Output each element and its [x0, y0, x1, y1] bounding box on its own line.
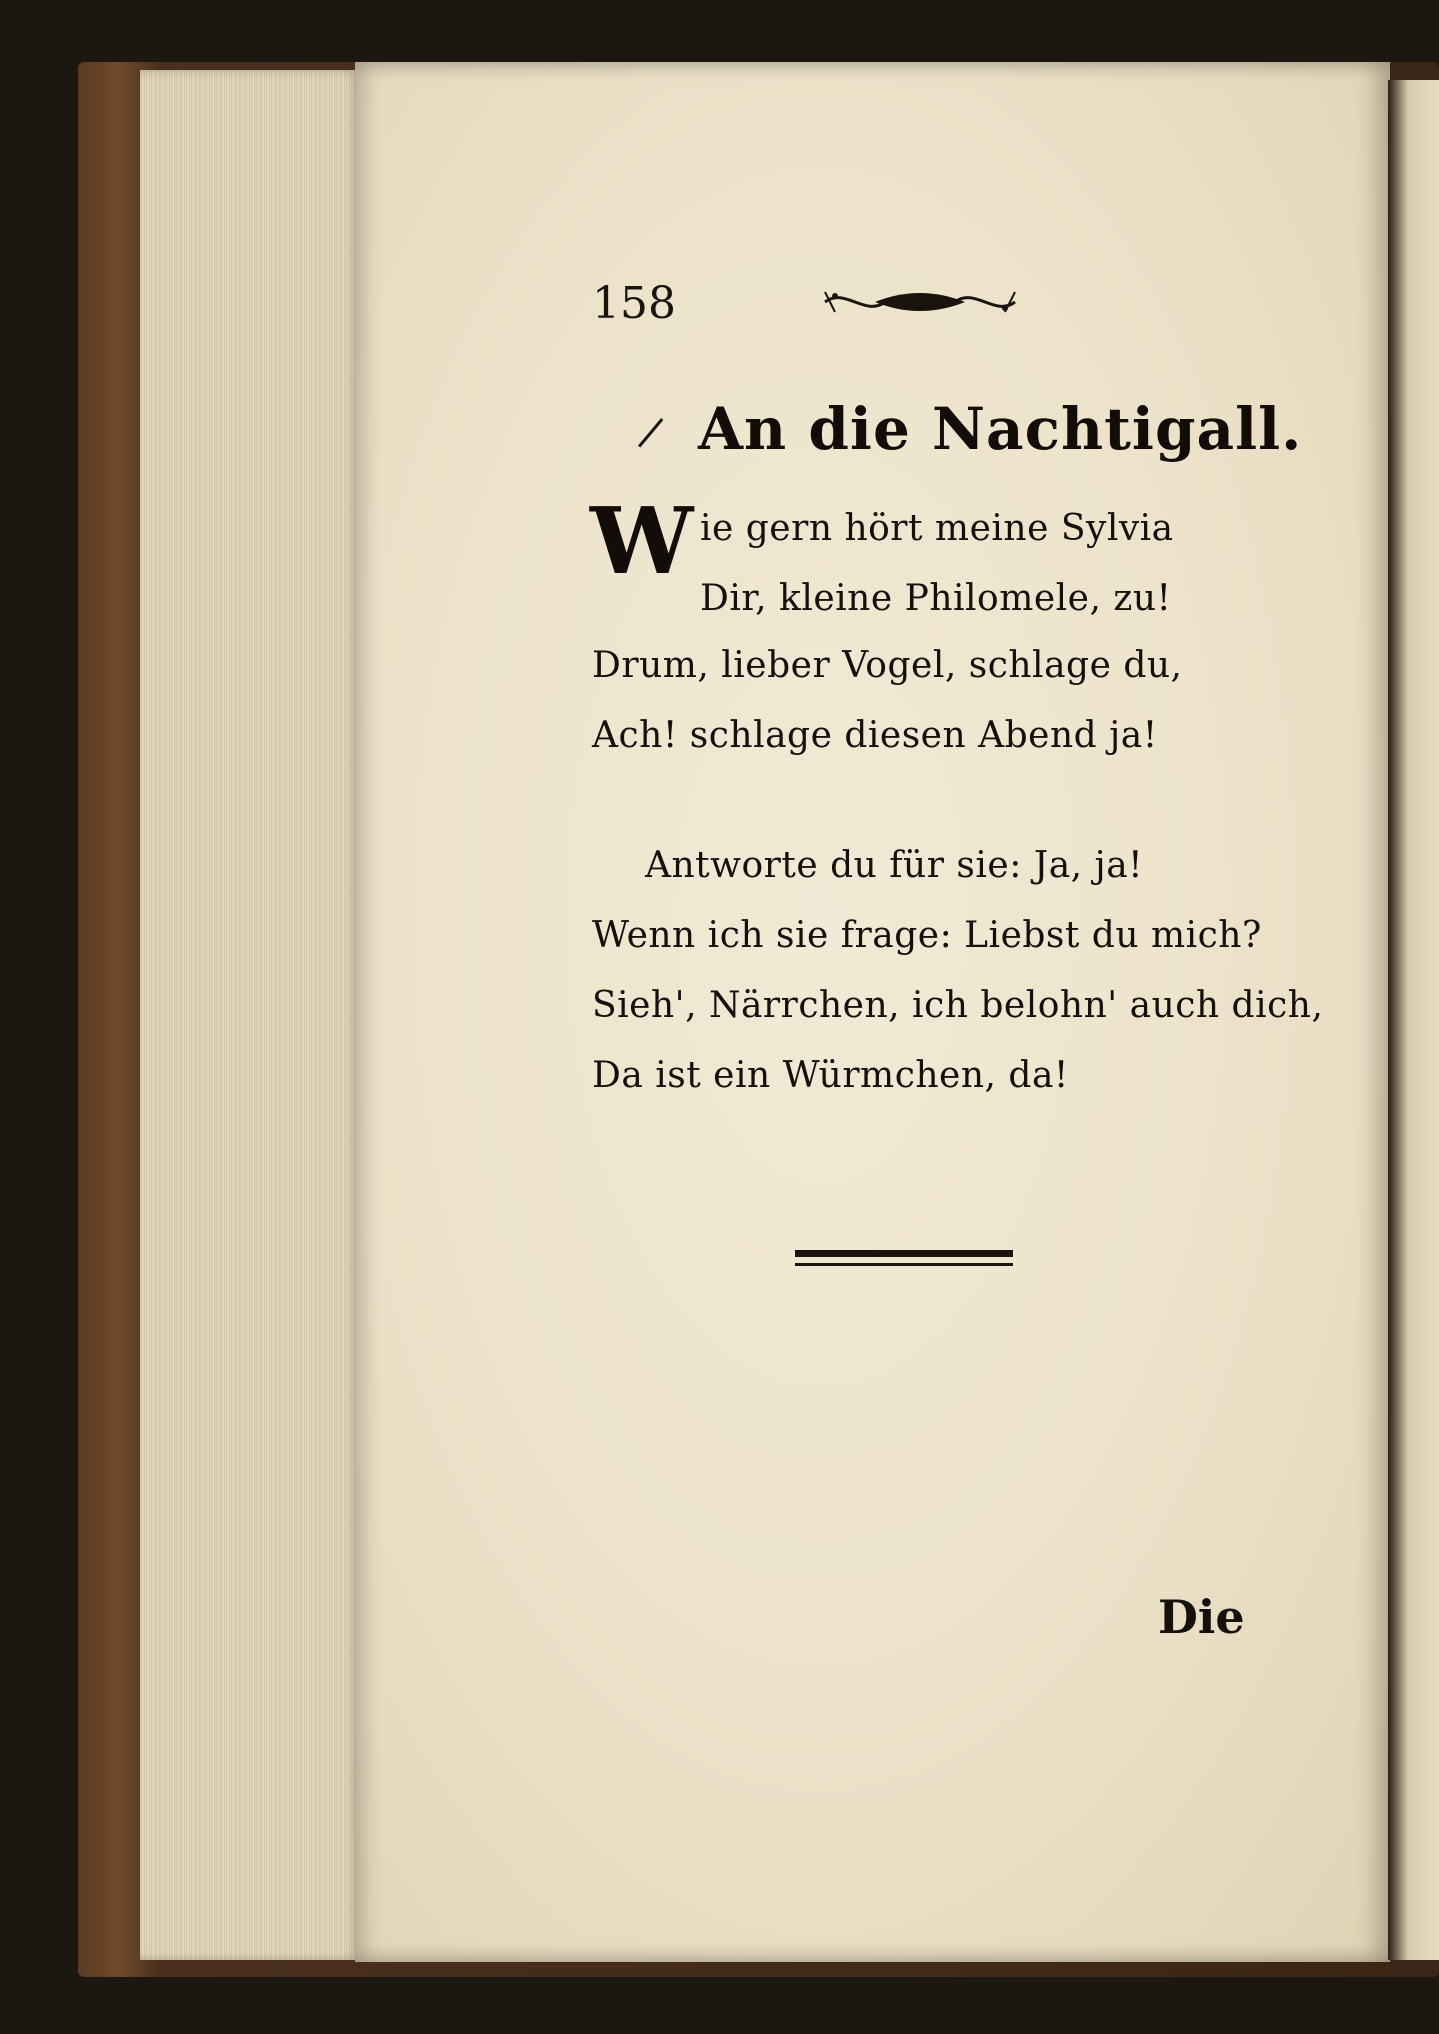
drop-cap: W	[590, 487, 694, 595]
poem-line: Antworte du für sie: Ja, ja!	[645, 845, 1144, 886]
page-number: 158	[592, 278, 676, 329]
poem-line: Drum, lieber Vogel, schlage du,	[592, 645, 1183, 686]
page-edges	[140, 70, 360, 1960]
poem-line: Da ist ein Würmchen, da!	[592, 1055, 1069, 1096]
section-rule-thin	[795, 1263, 1013, 1266]
facing-page-edge	[1388, 80, 1439, 1960]
show-through	[580, 360, 1220, 390]
poem-line: ie gern hört meine Sylvia	[700, 508, 1174, 549]
poem-title: An die Nachtigall.	[698, 395, 1303, 463]
poem-line: Wenn ich sie frage: Liebst du mich?	[592, 915, 1262, 956]
poem-line: Ach! schlage diesen Abend ja!	[592, 715, 1158, 756]
catchword: Die	[1158, 1590, 1245, 1644]
poem-line: Dir, kleine Philomele, zu!	[700, 578, 1172, 619]
ornament-icon	[815, 282, 1025, 322]
section-rule	[795, 1250, 1013, 1257]
poem-line: Sieh', Närrchen, ich belohn' auch dich,	[592, 985, 1324, 1026]
